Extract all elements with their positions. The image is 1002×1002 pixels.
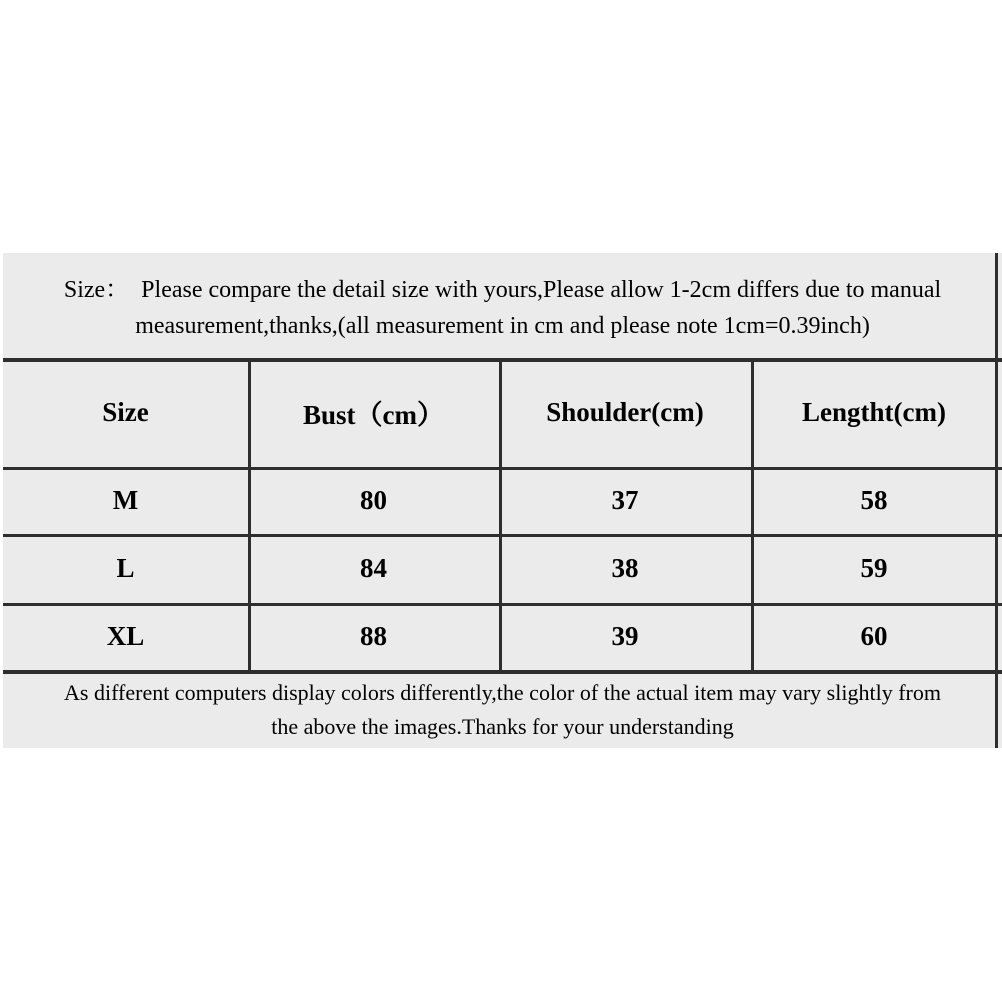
table-cell-size-m: M (112, 485, 139, 515)
table-cell-bust-l: 84 (360, 553, 387, 583)
header-shoulder: Shoulder(cm) (546, 397, 704, 427)
table-cell-shoulder-xl: 39 (611, 621, 639, 651)
divider (3, 534, 1002, 537)
divider (3, 358, 1002, 362)
table-cell-size-l: L (116, 553, 135, 583)
table-cell-bust-xl: 88 (360, 621, 387, 651)
header-bust: Bust（cm） (303, 400, 444, 430)
divider (751, 358, 754, 674)
color-disclaimer-line1: As different computers display colors differently,the color of the actual item may vary slightly from (64, 680, 941, 705)
table-cell-bust-m: 80 (360, 485, 387, 515)
table-cell-length-xl: 60 (860, 621, 888, 651)
table-cell-shoulder-m: 37 (611, 485, 639, 515)
header-size: Size (102, 397, 149, 427)
size-note-text: Please compare the detail size with yours,Please allow 1-2cm differs due to manual (141, 277, 942, 303)
table-cell-length-l: 59 (860, 553, 888, 583)
size-note (3, 253, 1002, 358)
divider (3, 603, 1002, 606)
table-cell-size-xl: XL (106, 621, 145, 651)
divider (499, 358, 502, 674)
table-cell-length-m: 58 (860, 485, 888, 515)
header-length: Lengtht(cm) (802, 397, 946, 427)
color-disclaimer-line2: the above the images.Thanks for your understanding (271, 714, 734, 739)
size-chart-panel (3, 253, 1002, 748)
size-label: Size： (63, 277, 130, 303)
divider (3, 467, 1002, 470)
table-cell-shoulder-l: 38 (611, 553, 639, 583)
color-disclaimer (3, 674, 1002, 748)
size-note-line2: measurement,thanks,(all measurement in cm and please note 1cm=0.39inch) (135, 313, 870, 339)
size-note-line1 (3, 272, 1002, 308)
divider (248, 358, 251, 674)
